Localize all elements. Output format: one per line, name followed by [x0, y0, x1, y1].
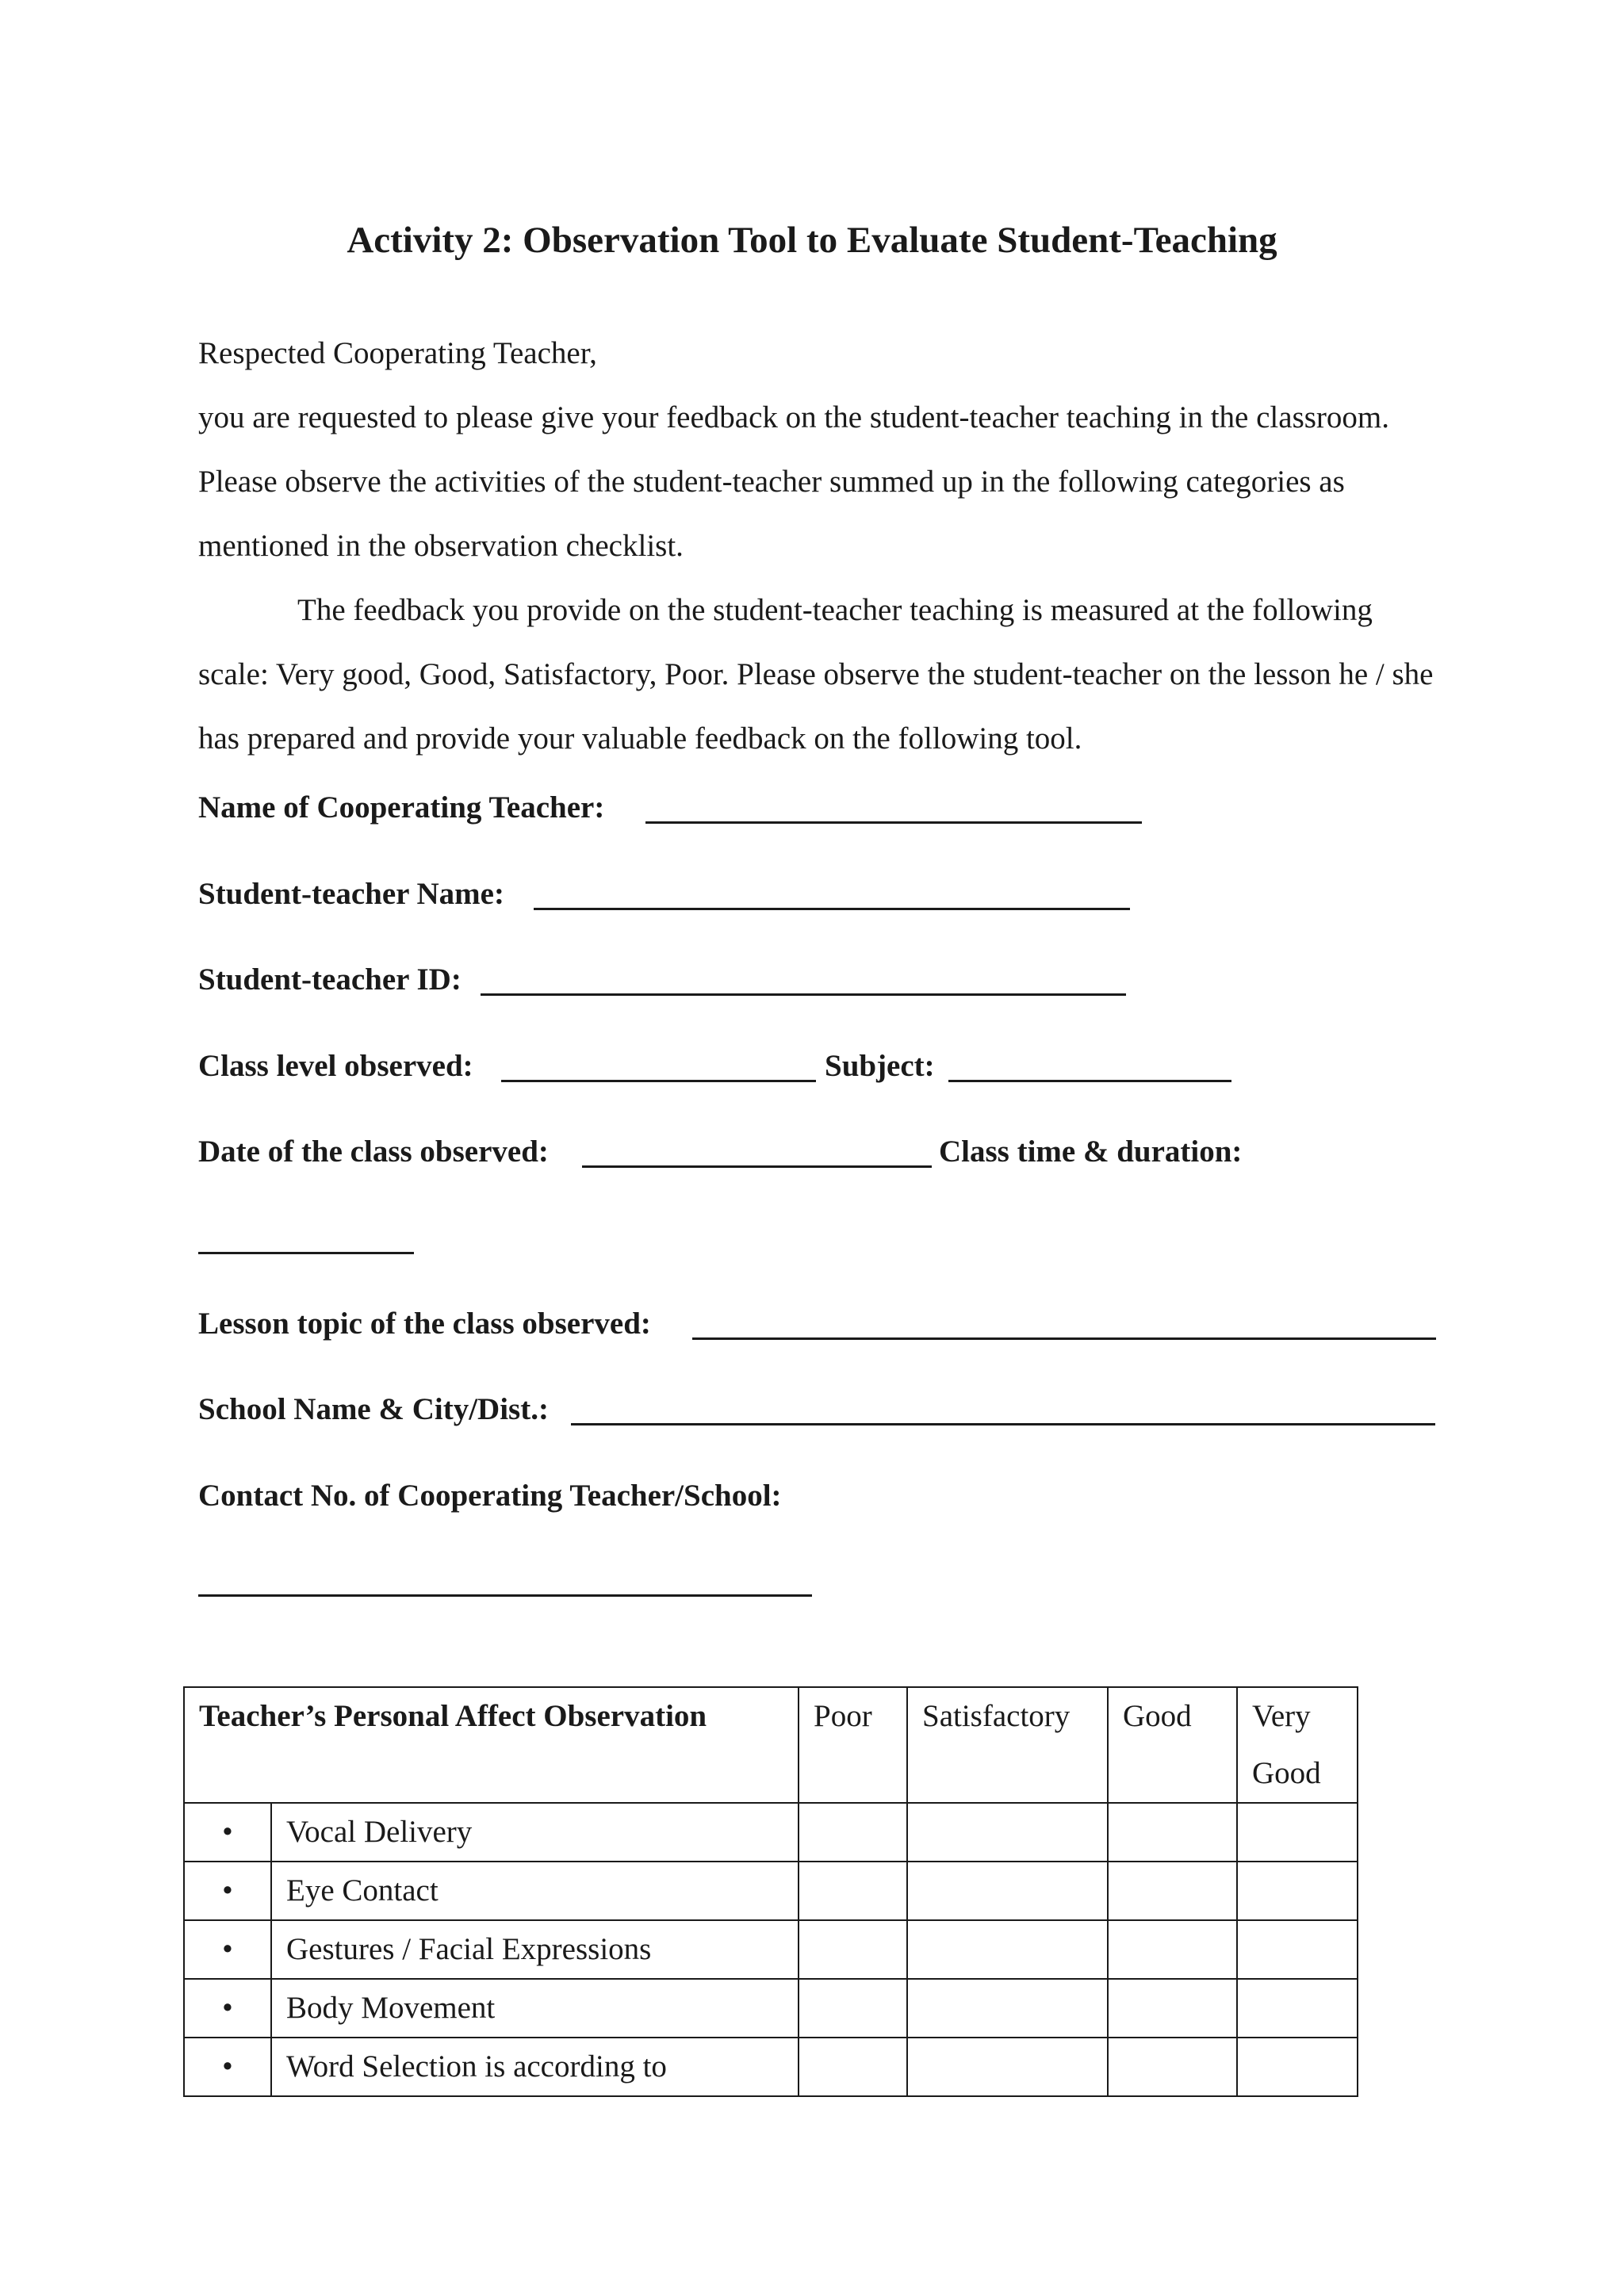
table-row [184, 1920, 1358, 1979]
table-row [184, 2038, 1358, 2096]
rating-cell-satisfactory[interactable] [907, 1979, 1108, 2038]
table-header-row [184, 1687, 1358, 1803]
contact-label: Contact No. of Cooperating Teacher/School: [198, 1479, 782, 1513]
school-blank[interactable] [571, 1423, 1435, 1425]
bullet: • [184, 2038, 271, 2096]
class-level-label: Class level observed: [198, 1049, 473, 1083]
bullet: • [184, 1979, 271, 2038]
table-row [184, 1979, 1358, 2038]
row-label: Vocal Delivery [271, 1803, 799, 1862]
rating-cell-satisfactory[interactable] [907, 1920, 1108, 1979]
header-poor: Poor [799, 1687, 907, 1803]
cooperating-teacher-blank[interactable] [645, 821, 1142, 824]
header-satisfactory: Satisfactory [907, 1687, 1108, 1803]
bullet: • [184, 1862, 271, 1920]
intro-paragraph: you are requested to please give your feedback on the student-teacher teaching in the classroom. Please observe the activities of the student-teacher summed up in the following categories as mentioned in the observation checklist. [198, 400, 1389, 563]
observation-table [183, 1686, 1358, 2097]
school-label: School Name & City/Dist.: [198, 1392, 549, 1426]
table-row [184, 1803, 1358, 1862]
row-label: Body Movement [271, 1979, 799, 2038]
class-time-label: Class time & duration: [939, 1135, 1243, 1169]
cooperating-teacher-label: Name of Cooperating Teacher: [198, 790, 605, 825]
rating-cell-very-good[interactable] [1237, 1979, 1358, 2038]
rating-cell-satisfactory[interactable] [907, 1803, 1108, 1862]
contact-blank[interactable] [198, 1594, 812, 1597]
date-blank[interactable] [582, 1165, 932, 1168]
rating-cell-good[interactable] [1108, 2038, 1237, 2096]
rating-cell-very-good[interactable] [1237, 1803, 1358, 1862]
bullet: • [184, 1920, 271, 1979]
student-name-blank[interactable] [534, 908, 1130, 910]
table-row [184, 1862, 1358, 1920]
rating-cell-good[interactable] [1108, 1862, 1237, 1920]
header-very-good-text: Very Good [1252, 1699, 1321, 1790]
rating-cell-poor[interactable] [799, 1920, 907, 1979]
scale-paragraph: The feedback you provide on the student-teacher teaching is measured at the following scale: Very good, Good, Satisfactory, Poor. Please observe the student-teacher on the lesson he / she has prepared and provide your valuable feedback on the following tool. [198, 593, 1434, 756]
rating-cell-good[interactable] [1108, 1803, 1237, 1862]
subject-blank[interactable] [948, 1080, 1231, 1082]
salutation: Respected Cooperating Teacher, [198, 336, 597, 370]
bullet: • [184, 1803, 271, 1862]
date-label: Date of the class observed: [198, 1135, 549, 1169]
rating-cell-satisfactory[interactable] [907, 1862, 1108, 1920]
rating-cell-satisfactory[interactable] [907, 2038, 1108, 2096]
rating-cell-poor[interactable] [799, 1803, 907, 1862]
rating-cell-poor[interactable] [799, 2038, 907, 2096]
header-good: Good [1108, 1687, 1237, 1803]
row-label: Eye Contact [271, 1862, 799, 1920]
header-category: Teacher’s Personal Affect Observation [184, 1687, 799, 1803]
page-title: Activity 2: Observation Tool to Evaluate Student-Teaching [347, 220, 1277, 261]
header-very-good [1237, 1687, 1358, 1803]
subject-label: Subject: [825, 1049, 935, 1083]
lesson-topic-label: Lesson topic of the class observed: [198, 1307, 651, 1341]
student-id-blank[interactable] [481, 993, 1126, 996]
rating-cell-very-good[interactable] [1237, 2038, 1358, 2096]
rating-cell-poor[interactable] [799, 1862, 907, 1920]
rating-cell-poor[interactable] [799, 1979, 907, 2038]
lesson-topic-blank[interactable] [692, 1337, 1436, 1340]
class-time-blank[interactable] [198, 1252, 414, 1254]
rating-cell-very-good[interactable] [1237, 1920, 1358, 1979]
row-label: Gestures / Facial Expressions [271, 1920, 799, 1979]
rating-cell-very-good[interactable] [1237, 1862, 1358, 1920]
class-level-blank[interactable] [501, 1080, 816, 1082]
student-id-label: Student-teacher ID: [198, 962, 462, 997]
row-label: Word Selection is according to [271, 2038, 799, 2096]
rating-cell-good[interactable] [1108, 1920, 1237, 1979]
rating-cell-good[interactable] [1108, 1979, 1237, 2038]
student-name-label: Student-teacher Name: [198, 877, 504, 911]
